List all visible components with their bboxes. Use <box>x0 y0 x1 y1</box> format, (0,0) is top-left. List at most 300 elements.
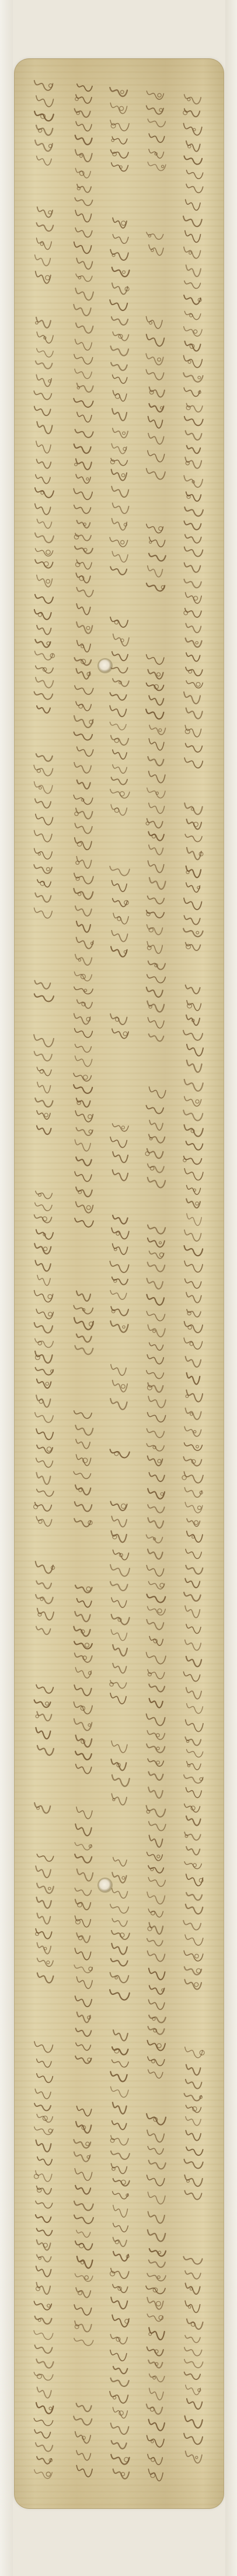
glyph-loop <box>86 627 90 630</box>
glyph-loop <box>194 596 198 600</box>
glyph-loop <box>47 1447 51 1452</box>
glyph-stroke <box>149 1637 163 1646</box>
glyph-loop <box>115 394 120 399</box>
glyph-stroke <box>187 819 202 829</box>
glyph-stroke <box>148 1488 165 1498</box>
glyph-stroke <box>36 2140 51 2152</box>
glyph-loop <box>85 1643 89 1647</box>
glyph-stroke <box>184 1980 201 1990</box>
glyph-loop <box>46 579 50 583</box>
glyph-loop <box>161 1493 163 1495</box>
glyph-stroke <box>148 1951 165 1962</box>
glyph-stroke <box>36 125 53 135</box>
glyph-stroke <box>37 1082 51 1093</box>
glyph-loop <box>36 321 38 324</box>
glyph-stroke <box>186 2147 203 2155</box>
glyph-stroke <box>35 140 53 151</box>
glyph-stroke <box>75 2321 92 2332</box>
glyph-stroke <box>146 709 163 719</box>
glyph-stroke <box>36 2283 50 2294</box>
glyph-loop <box>188 361 191 363</box>
glyph-stroke <box>149 771 165 783</box>
glyph-loop <box>36 1715 39 1718</box>
glyph-stroke <box>37 1712 51 1721</box>
glyph-stroke <box>74 1965 92 1973</box>
glyph-stroke <box>149 695 163 705</box>
glyph-stroke <box>149 878 166 889</box>
glyph-stroke <box>148 1505 165 1513</box>
glyph-loop <box>120 106 124 110</box>
glyph-stroke <box>111 1944 127 1955</box>
glyph-loop <box>159 1242 162 1244</box>
glyph-loop <box>185 729 190 734</box>
glyph-stroke <box>37 1746 54 1755</box>
glyph-stroke <box>148 1787 163 1798</box>
glyph-stroke <box>110 1565 130 1577</box>
glyph-stroke <box>186 1565 203 1574</box>
glyph-stroke <box>113 1244 128 1254</box>
glyph-stroke <box>36 2215 51 2222</box>
glyph-loop <box>79 1488 82 1492</box>
glyph-stroke <box>112 551 128 562</box>
glyph-stroke <box>75 288 93 300</box>
glyph-stroke <box>37 1897 51 1909</box>
glyph-loop <box>149 321 152 324</box>
glyph-stroke <box>184 1804 200 1812</box>
glyph-stroke <box>34 865 52 873</box>
glyph-stroke <box>187 1044 203 1056</box>
glyph-stroke <box>75 1425 93 1435</box>
glyph-stroke <box>148 961 165 969</box>
glyph-loop <box>196 2456 198 2459</box>
glyph-stroke <box>147 2435 165 2447</box>
glyph-stroke <box>35 2316 52 2324</box>
glyph-stroke <box>75 150 92 162</box>
glyph-loop <box>145 1152 149 1156</box>
glyph-stroke <box>185 341 201 351</box>
glyph-stroke <box>147 1311 165 1320</box>
glyph-stroke <box>186 1816 201 1826</box>
glyph-stroke <box>149 554 166 561</box>
glyph-loop <box>86 1205 90 1210</box>
glyph-loop <box>34 2174 39 2179</box>
glyph-stroke <box>148 2057 165 2065</box>
glyph-stroke <box>75 1612 90 1621</box>
glyph-stroke <box>34 2103 51 2110</box>
glyph-stroke <box>147 1295 164 1305</box>
glyph-stroke <box>185 2271 201 2279</box>
glyph-loop <box>76 861 79 865</box>
glyph-stroke <box>76 560 92 569</box>
glyph-stroke <box>147 106 163 114</box>
glyph-stroke <box>147 1714 165 1726</box>
glyph-stroke <box>186 2385 201 2395</box>
glyph-stroke <box>75 1916 90 1927</box>
glyph-stroke <box>149 404 163 412</box>
glyph-stroke <box>36 814 53 824</box>
glyph-stroke <box>110 617 128 627</box>
glyph-loop <box>44 1247 47 1250</box>
glyph-stroke <box>35 2089 51 2099</box>
glyph-stroke <box>149 1836 163 1847</box>
glyph-stroke <box>184 563 201 572</box>
glyph-stroke <box>187 1001 201 1011</box>
glyph-stroke <box>184 2159 203 2169</box>
glyph-loop <box>196 683 200 687</box>
glyph-stroke <box>75 955 92 965</box>
right-edge <box>225 0 237 2576</box>
glyph-stroke <box>112 1029 128 1038</box>
glyph-loop <box>111 124 116 128</box>
glyph-loop <box>46 550 50 554</box>
glyph-stroke <box>148 2026 165 2034</box>
glyph-stroke <box>34 2430 50 2438</box>
glyph-stroke <box>111 1630 127 1641</box>
glyph-stroke <box>113 332 128 341</box>
glyph-stroke <box>36 1728 50 1739</box>
glyph-loop <box>49 2407 52 2410</box>
glyph-stroke <box>148 1396 166 1408</box>
glyph-stroke <box>149 1034 164 1041</box>
glyph-stroke <box>113 503 129 513</box>
glyph-stroke <box>110 88 127 96</box>
glyph-stroke <box>36 375 51 386</box>
glyph-stroke <box>76 2106 91 2116</box>
glyph-stroke <box>111 317 128 325</box>
glyph-stroke <box>112 1775 130 1786</box>
glyph-stroke <box>186 743 203 752</box>
glyph-stroke <box>149 1969 165 1980</box>
glyph-stroke <box>34 610 51 620</box>
glyph-stroke <box>34 981 50 989</box>
glyph-stroke <box>186 170 203 179</box>
glyph-stroke <box>75 1854 92 1863</box>
glyph-stroke <box>74 399 93 407</box>
glyph-stroke <box>74 732 93 740</box>
glyph-stroke <box>36 1595 53 1603</box>
glyph-stroke <box>74 1074 91 1081</box>
glyph-loop <box>195 1954 199 1958</box>
glyph-loop <box>151 249 154 251</box>
glyph-stroke <box>110 1680 127 1689</box>
glyph-stroke <box>185 834 202 842</box>
glyph-stroke <box>75 1585 92 1593</box>
glyph-stroke <box>184 2093 201 2100</box>
glyph-loop <box>156 1733 160 1737</box>
glyph-stroke <box>75 2274 93 2281</box>
glyph-loop <box>86 478 89 480</box>
glyph-stroke <box>184 1471 203 1483</box>
glyph-stroke <box>149 1251 164 1259</box>
glyph-stroke <box>148 434 164 444</box>
glyph-loop <box>151 2441 154 2443</box>
glyph-stroke <box>185 1502 203 1513</box>
glyph-loop <box>81 2261 84 2264</box>
glyph-stroke <box>76 573 90 583</box>
glyph-loop <box>46 275 50 280</box>
glyph-stroke <box>185 2336 200 2343</box>
glyph-stroke <box>187 1060 202 1072</box>
glyph-stroke <box>148 1325 165 1337</box>
glyph-stroke <box>147 910 164 918</box>
glyph-stroke <box>74 2416 92 2425</box>
glyph-stroke <box>110 1321 128 1332</box>
glyph-stroke <box>148 861 163 872</box>
glyph-stroke <box>149 739 164 750</box>
glyph-loop <box>157 2044 161 2048</box>
glyph-stroke <box>113 1152 128 1162</box>
glyph-stroke <box>36 96 54 107</box>
glyph-stroke <box>149 2015 166 2023</box>
glyph-loop <box>193 128 196 131</box>
glyph-stroke <box>147 1443 164 1451</box>
glyph-stroke <box>185 230 201 242</box>
glyph-stroke <box>74 354 93 364</box>
glyph-stroke <box>75 135 92 145</box>
glyph-loop <box>47 1961 50 1964</box>
glyph-stroke <box>37 2387 51 2397</box>
glyph-stroke <box>186 431 202 440</box>
glyph-stroke <box>111 346 129 355</box>
glyph-stroke <box>184 476 203 487</box>
glyph-stroke <box>36 317 51 328</box>
glyph-stroke <box>75 1888 91 1896</box>
glyph-stroke <box>74 1306 93 1314</box>
glyph-loop <box>188 1326 191 1329</box>
glyph-stroke <box>37 519 51 529</box>
glyph-stroke <box>111 931 127 942</box>
glyph-stroke <box>74 1013 90 1024</box>
glyph-stroke <box>35 893 51 903</box>
glyph-stroke <box>184 547 203 556</box>
glyph-stroke <box>147 2040 165 2050</box>
glyph-stroke <box>110 706 126 717</box>
glyph-stroke <box>36 754 53 761</box>
glyph-stroke <box>77 1869 93 1881</box>
glyph-loop <box>48 1312 53 1316</box>
glyph-loop <box>193 1189 196 1191</box>
glyph-stroke <box>186 1687 201 1698</box>
glyph-stroke <box>110 1693 126 1704</box>
glyph-loop <box>38 613 41 617</box>
glyph-stroke <box>75 1948 90 1960</box>
glyph-stroke <box>74 1702 92 1714</box>
glyph-loop <box>36 1355 40 1360</box>
glyph-stroke <box>183 216 202 227</box>
glyph-stroke <box>35 1098 53 1107</box>
glyph-stroke <box>184 1775 203 1783</box>
glyph-stroke <box>184 355 203 368</box>
glyph-stroke <box>184 2434 203 2445</box>
glyph-stroke <box>34 1700 51 1708</box>
glyph-stroke <box>34 994 54 1001</box>
glyph-stroke <box>75 1172 92 1182</box>
glyph-stroke <box>74 972 92 981</box>
glyph-stroke <box>76 2043 91 2050</box>
glyph-stroke <box>149 1087 165 1098</box>
glyph-stroke <box>110 666 127 673</box>
glyph-stroke <box>75 1485 90 1495</box>
glyph-stroke <box>147 232 163 239</box>
glyph-stroke <box>34 2301 51 2310</box>
glyph-loop <box>162 165 164 167</box>
glyph-stroke <box>147 1278 163 1289</box>
glyph-stroke <box>110 1582 128 1591</box>
glyph-stroke <box>149 1698 163 1708</box>
glyph-loop <box>41 491 44 494</box>
glyph-stroke <box>185 1935 203 1945</box>
glyph-stroke <box>37 2157 52 2165</box>
glyph-stroke <box>111 2269 129 2278</box>
glyph-stroke <box>76 588 93 597</box>
glyph-stroke <box>147 2130 164 2142</box>
glyph-stroke <box>149 2161 166 2169</box>
glyph-stroke <box>75 1218 93 1227</box>
glyph-loop <box>123 1032 127 1036</box>
script-glyphs <box>106 75 133 2493</box>
glyph-stroke <box>113 1170 128 1180</box>
glyph-stroke <box>75 1056 92 1067</box>
glyph-loop <box>190 1342 193 1345</box>
glyph-stroke <box>76 604 90 615</box>
glyph-stroke <box>37 1067 51 1076</box>
glyph-loop <box>40 1070 43 1074</box>
glyph-loop <box>46 1702 49 1705</box>
glyph-stroke <box>149 1772 163 1780</box>
glyph-loop <box>38 853 40 855</box>
glyph-stroke <box>184 758 203 768</box>
glyph-stroke <box>34 111 54 121</box>
glyph-loop <box>194 1521 198 1525</box>
glyph-loop <box>111 139 114 141</box>
glyph-loop <box>48 1888 51 1890</box>
glyph-stroke <box>147 942 162 954</box>
glyph-stroke <box>74 505 91 513</box>
glyph-stroke <box>75 369 92 378</box>
glyph-stroke <box>187 446 201 453</box>
glyph-stroke <box>74 2305 91 2315</box>
glyph-loop <box>83 523 86 525</box>
glyph-stroke <box>36 271 51 284</box>
glyph-stroke <box>148 1878 165 1886</box>
glyph-stroke <box>75 1345 93 1354</box>
glyph-stroke <box>183 373 203 382</box>
glyph-stroke <box>77 184 91 193</box>
glyph-stroke <box>186 1015 200 1026</box>
glyph-stroke <box>34 2418 53 2426</box>
glyph-stroke <box>34 391 51 400</box>
glyph-stroke <box>113 1857 127 1866</box>
glyph-stroke <box>110 693 126 700</box>
glyph-stroke <box>147 1620 163 1630</box>
glyph-stroke <box>186 1656 201 1666</box>
glyph-loop <box>157 1855 160 1858</box>
glyph-stroke <box>75 1668 91 1678</box>
glyph-stroke <box>110 1990 130 2000</box>
glyph-stroke <box>112 267 130 277</box>
glyph-loop <box>161 407 163 409</box>
glyph-loop <box>153 2376 155 2379</box>
glyph-loop <box>39 1400 43 1403</box>
glyph-stroke <box>111 458 127 465</box>
glyph-stroke <box>37 706 50 713</box>
glyph-loop <box>162 1989 164 1991</box>
glyph-stroke <box>75 2169 92 2180</box>
glyph-stroke <box>74 716 93 728</box>
glyph-stroke <box>74 1685 91 1696</box>
glyph-stroke <box>74 1411 92 1418</box>
glyph-stroke <box>111 2441 127 2449</box>
glyph-loop <box>159 729 162 732</box>
glyph-stroke <box>34 2042 53 2052</box>
glyph-stroke <box>113 765 127 774</box>
glyph-loop <box>156 1761 159 1764</box>
glyph-stroke <box>76 921 90 932</box>
glyph-stroke <box>186 1893 202 1900</box>
glyph-stroke <box>35 1413 53 1422</box>
glyph-stroke <box>111 444 127 454</box>
glyph-stroke <box>148 162 166 171</box>
glyph-loop <box>187 1740 189 1742</box>
string-hole-icon <box>99 1879 111 1892</box>
glyph-stroke <box>147 1429 164 1438</box>
glyph-loop <box>150 2407 154 2411</box>
glyph-loop <box>194 330 197 333</box>
glyph-stroke <box>37 2059 51 2067</box>
glyph-stroke <box>110 537 128 547</box>
glyph-stroke <box>184 1427 201 1436</box>
glyph-stroke <box>77 412 92 422</box>
glyph-stroke <box>34 782 53 794</box>
glyph-stroke <box>113 1550 128 1560</box>
glyph-stroke <box>149 1120 163 1130</box>
glyph-loop <box>44 1113 48 1117</box>
glyph-stroke <box>34 1034 54 1047</box>
glyph-stroke <box>76 1291 90 1301</box>
glyph-stroke <box>184 2175 203 2186</box>
glyph-loop <box>119 2411 123 2415</box>
glyph-stroke <box>36 1581 51 1589</box>
glyph-stroke <box>111 1959 128 1966</box>
glyph-loop <box>158 2251 161 2253</box>
glyph-stroke <box>113 235 128 244</box>
glyph-stroke <box>74 1627 90 1637</box>
glyph-stroke <box>37 1913 51 1924</box>
glyph-stroke <box>148 1018 164 1028</box>
glyph-stroke <box>186 883 200 892</box>
glyph-stroke <box>111 2086 128 2097</box>
glyph-stroke <box>187 1309 201 1317</box>
glyph-stroke <box>37 1958 54 1966</box>
glyph-stroke <box>113 1663 126 1673</box>
glyph-stroke <box>111 1531 126 1542</box>
glyph-loop <box>190 2288 193 2290</box>
glyph-stroke <box>184 1967 201 1974</box>
glyph-stroke <box>184 1079 203 1091</box>
glyph-stroke <box>111 2163 127 2173</box>
glyph-stroke <box>113 2223 128 2232</box>
glyph-stroke <box>36 2266 51 2277</box>
glyph-stroke <box>147 2175 165 2186</box>
glyph-stroke <box>146 369 163 380</box>
glyph-stroke <box>36 1561 53 1573</box>
glyph-stroke <box>37 1489 54 1496</box>
glyph-loop <box>152 2060 155 2063</box>
glyph-stroke <box>113 2205 128 2217</box>
glyph-stroke <box>147 987 163 997</box>
glyph-stroke <box>147 1535 163 1543</box>
glyph-stroke <box>147 1355 163 1364</box>
